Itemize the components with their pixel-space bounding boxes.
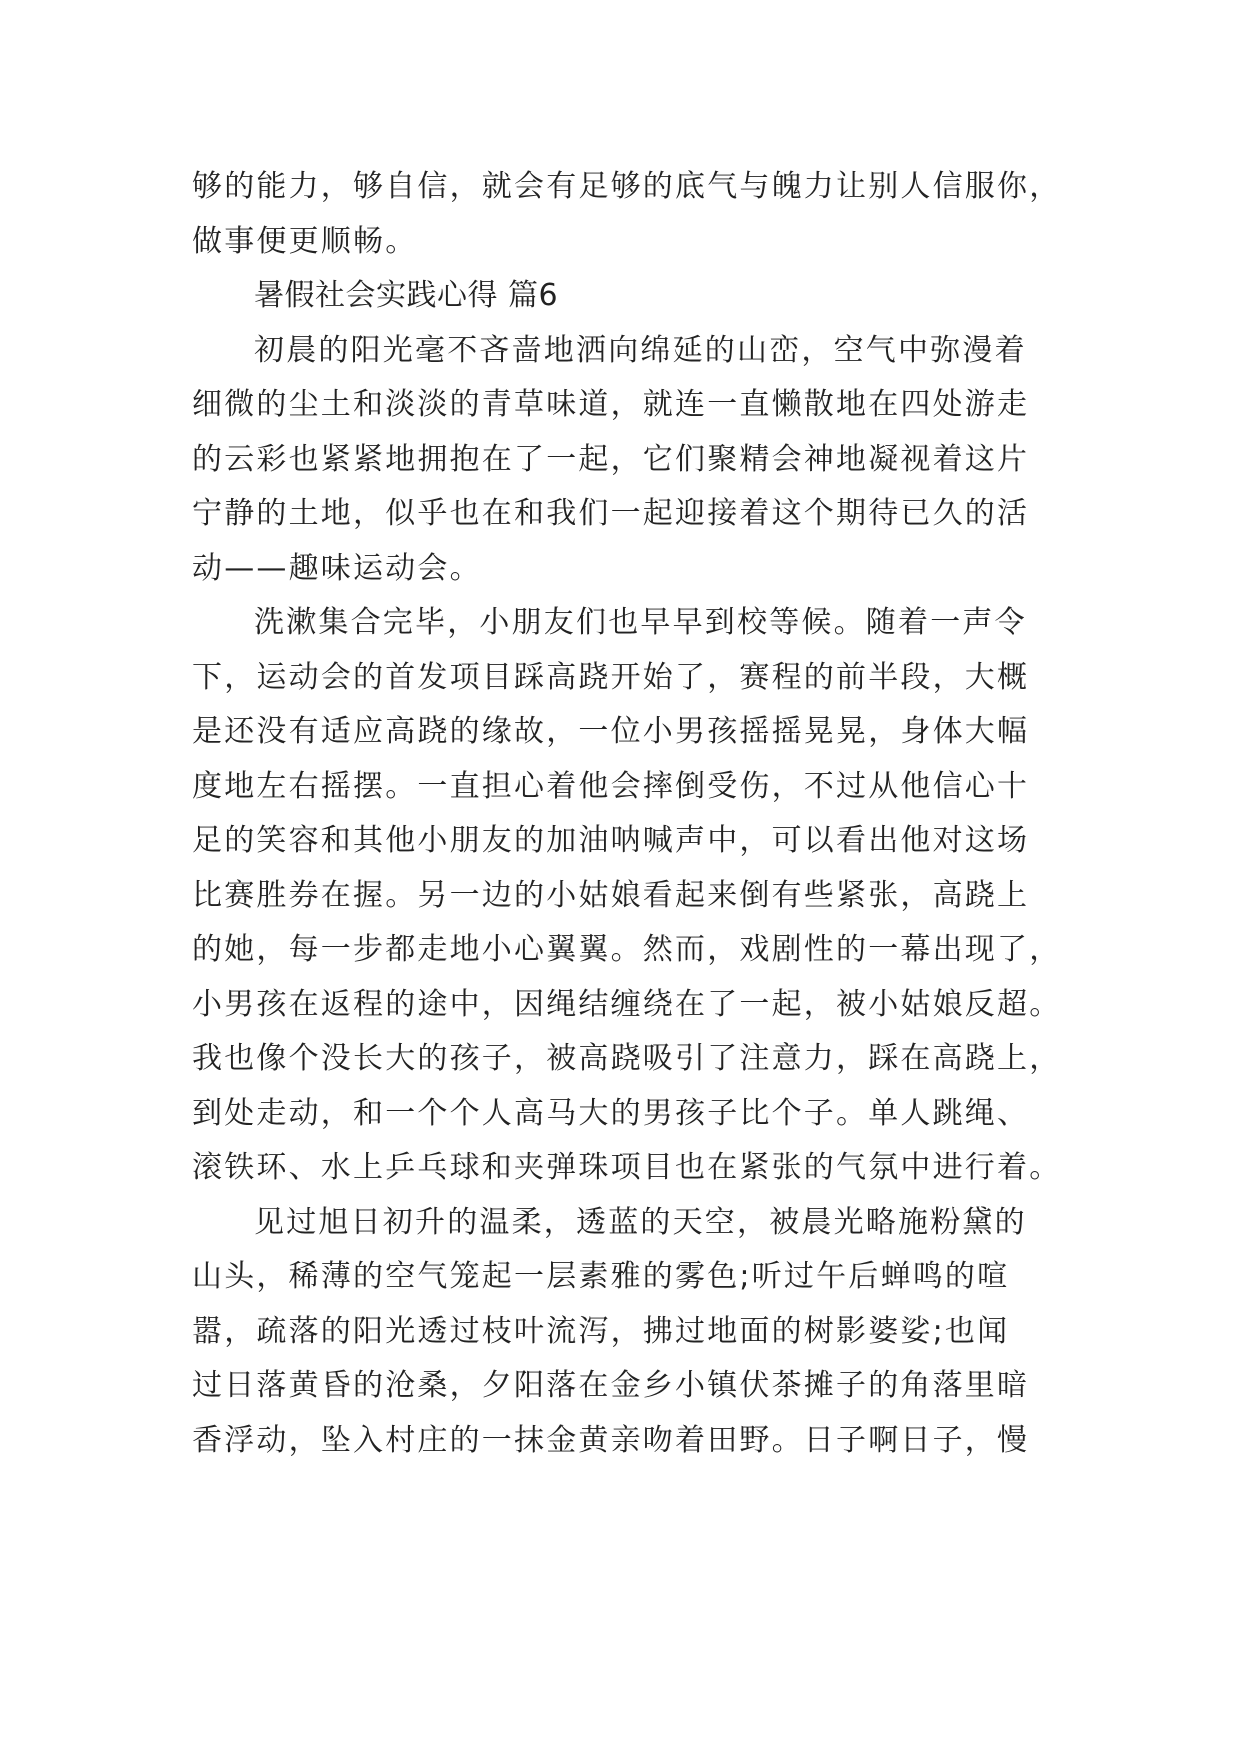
text-line: 动——趣味运动会。 [192,550,482,586]
text-line: 洗漱集合完毕，小朋友们也早早到校等候。随着一声令 [254,605,1027,640]
text-line: 过日落黄昏的沧桑，夕阳落在金乡小镇伏茶摊子的角落里暗 [192,1368,1030,1403]
text-line: 嚣，疏落的阳光透过枝叶流泻，拂过地面的树影婆娑;也闻 [192,1313,1010,1349]
text-line: 下，运动会的首发项目踩高跷开始了，赛程的前半段，大概 [192,659,1030,695]
text-line: 做事便更顺畅。 [192,223,418,259]
document-body [192,160,1062,1468]
text-line: 见过旭日初升的温柔，透蓝的天空，被晨光略施粉黛的 [254,1204,1027,1240]
text-line: 的她，每一步都走地小心翼翼。然而，戏剧性的一幕出现了， [192,932,1062,967]
text-line: 香浮动，坠入村庄的一抹金黄亲吻着田野。日子啊日子，慢 [192,1422,1030,1458]
text-line: 我也像个没长大的孩子，被高跷吸引了注意力，踩在高跷上， [192,1041,1062,1076]
text-line: 山头，稀薄的空气笼起一层素雅的雾色;听过午后蝉鸣的喧 [192,1259,1010,1294]
text-line: 滚铁环、水上乒乓球和夹弹珠项目也在紧张的气氛中进行着。 [192,1150,1062,1185]
section-heading: 暑假社会实践心得 篇6 [254,278,559,313]
text-line: 度地左右摇摆。一直担心着他会摔倒受伤，不过从他信心十 [192,768,1030,804]
text-line: 的云彩也紧紧地拥抱在了一起，它们聚精会神地凝视着这片 [192,441,1030,477]
text-line: 足的笑容和其他小朋友的加油呐喊声中，可以看出他对这场 [192,823,1030,858]
text-line: 够的能力，够自信，就会有足够的底气与魄力让别人信服你， [192,169,1062,204]
text-line: 比赛胜券在握。另一边的小姑娘看起来倒有些紧张，高跷上 [192,877,1030,913]
text-line: 是还没有适应高跷的缘故，一位小男孩摇摇晃晃，身体大幅 [192,714,1030,749]
text-line: 细微的尘土和淡淡的青草味道，就连一直懒散地在四处游走 [192,387,1030,422]
text-line: 小男孩在返程的途中，因绳结缠绕在了一起，被小姑娘反超。 [192,986,1062,1022]
text-line: 宁静的土地，似乎也在和我们一起迎接着这个期待已久的活 [192,496,1030,531]
text-line: 初晨的阳光毫不吝啬地洒向绵延的山峦，空气中弥漫着 [254,332,1027,368]
text-line: 到处走动，和一个个人高马大的男孩子比个子。单人跳绳、 [192,1095,1030,1131]
